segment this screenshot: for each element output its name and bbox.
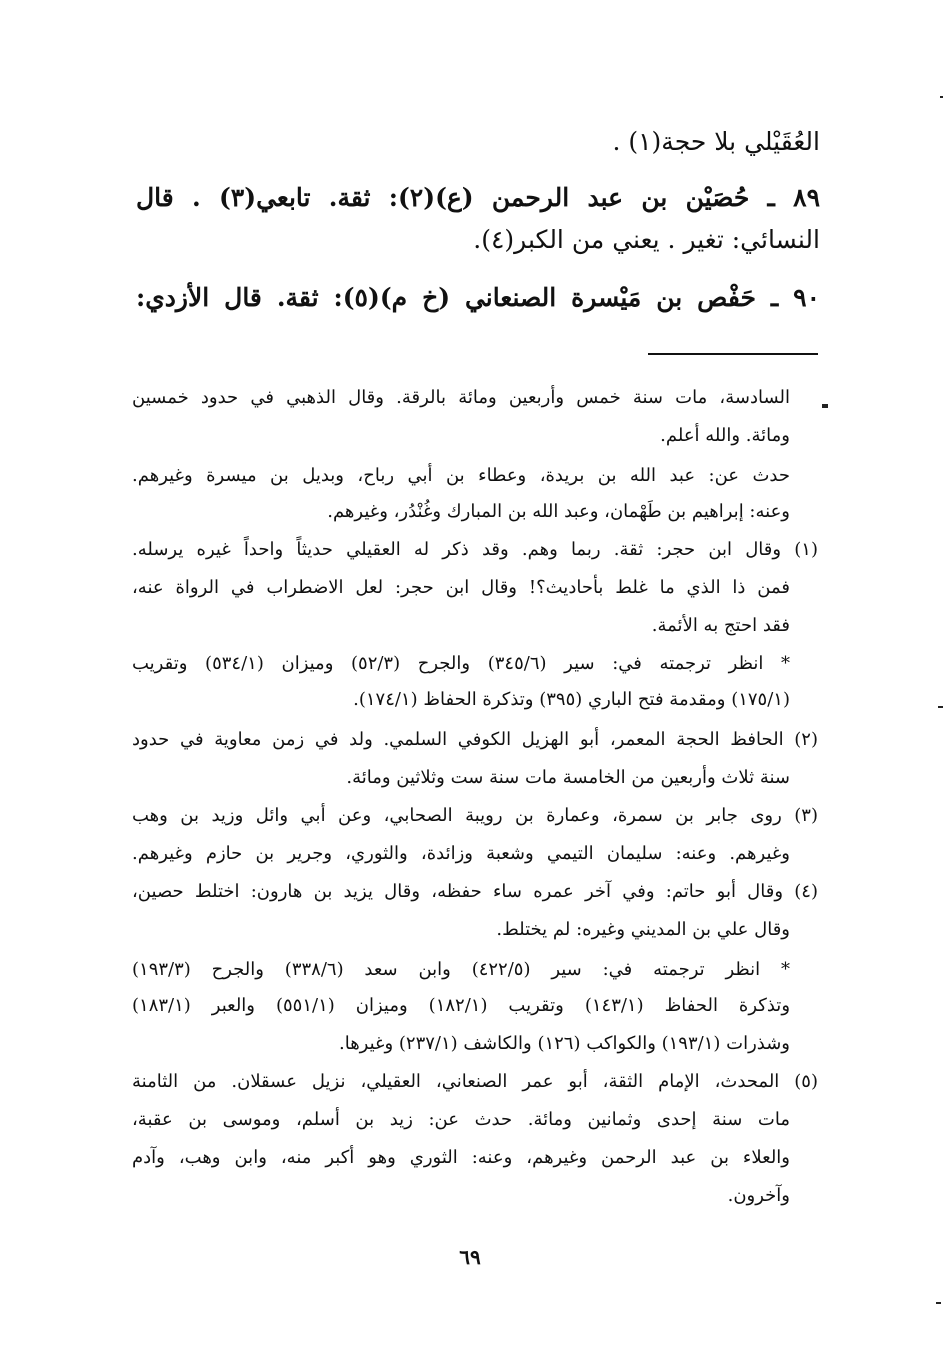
entry-90-heading: ٩٠ ـ حَفْص بن مَيْسرة الصنعاني (خ م)(٥): ثقة. قال الأزدي: [136, 283, 820, 312]
footnote-line: وقال علي بن المديني وغيره: لم يختلط. [496, 919, 790, 940]
footnote-4-line: (٤) وقال أبو حاتم: وفي آخر عمره ساء حفظه، وقال يزيد بن هارون: اختلط حصين، [132, 881, 818, 902]
footnote-1-line: (١) وقال ابن حجر: ثقة. ربما وهم. وقد ذكر له العقيلي حديثاً واحداً غيره يرسله. [132, 539, 818, 560]
footnote-line: * انظر ترجمته في: سير (٣٤٥/٦) والجرح (٥٢/٣) وميزان (٥٣٤/١) وتقريب [132, 653, 790, 674]
footnote-line: حدث عن: عبد الله بن بريدة، وعطاء بن أبي رباح، وبديل بن ميسرة وغيرهم. [132, 465, 790, 486]
footnote-line: وشذرات (١٩٣/١) والكواكب (١٢٦) والكاشف (٢٣٧/١) وغيرها. [338, 1033, 790, 1054]
footnote-line: وعنه: إبراهيم بن طَهْمان، وعبد الله بن المبارك وغُنْدُر، وغيرهم. [327, 501, 790, 522]
footnote-3-line: (٣) روى جابر بن سمرة، وعمارة بن رويبة الصحابي، وعن أبي وائل وزيد بن وهب [132, 805, 818, 826]
footnote-line: السادسة، مات سنة خمس وأربعين ومائة بالرقة. وقال الذهبي في حدود خمسين [132, 387, 790, 408]
main-text-line-1: العُقَيْلي بلا حجة(١) . [612, 127, 820, 156]
scan-speck [938, 706, 943, 708]
footnote-line: والعلاء بن عبد الرحمن وغيرهم، وعنه: الثوري وهو أكبر منه، وابن وهب، وآدم [132, 1147, 790, 1168]
footnote-line: فمن ذا الذي ما غلط بأحاديث؟! وقال ابن حجر: لعل الاضطراب في الرواة عنه، [132, 577, 790, 598]
footnote-line: وتذكرة الحفاظ (١٤٣/١) وتقريب (١٨٢/١) وميزان (٥٥١/١) والعبر (١٨٣/١) [132, 995, 790, 1016]
footnote-line: ومائة. والله أعلم. [660, 425, 790, 446]
footnote-line: سنة ثلاث وأربعين من الخامسة مات سنة ست وثلاثين ومائة. [346, 767, 790, 788]
footnote-5-line: (٥) المحدث، الإمام الثقة، أبو عمر الصنعاني، العقيلي، نزيل عسقلان. من الثامنة [132, 1071, 818, 1092]
main-text-line-3: النسائي: تغير . يعني من الكبر(٤). [473, 225, 820, 254]
footnote-divider [648, 353, 818, 355]
footnote-line: فقد احتج به الأئمة. [651, 615, 790, 636]
footnote-line: مات سنة إحدى وثمانين ومائة. حدث عن: زيد بن أسلم، وموسى بن عقبة، [132, 1109, 790, 1130]
entry-89-heading: ٨٩ ـ حُصَيْن بن عبد الرحمن (ع)(٢): ثقة. تابعي(٣) . قال [136, 183, 820, 212]
scan-speck [936, 1302, 941, 1304]
scan-speck [940, 96, 943, 98]
scan-speck [822, 404, 828, 408]
footnote-line: (١٧٥/١) ومقدمة فتح الباري (٣٩٥) وتذكرة الحفاظ (١٧٤/١). [353, 689, 790, 710]
footnote-2-line: (٢) الحافظ الحجة المعمر، أبو الهزيل الكوفي السلمي. ولد في زمن معاوية في حدود [132, 729, 818, 750]
footnote-line: * انظر ترجمته في: سير (٤٢٢/٥) وابن سعد (٣٣٨/٦) والجرح (١٩٣/٣) [132, 959, 790, 980]
footnote-line: وغيرهم. وعنه: سليمان التيمي وشعبة وزائدة، والثوري، وجرير بن حازم وغيرهم. [132, 843, 790, 864]
footnote-line: وآخرون. [727, 1185, 790, 1206]
page-number: ٦٩ [459, 1245, 481, 1269]
